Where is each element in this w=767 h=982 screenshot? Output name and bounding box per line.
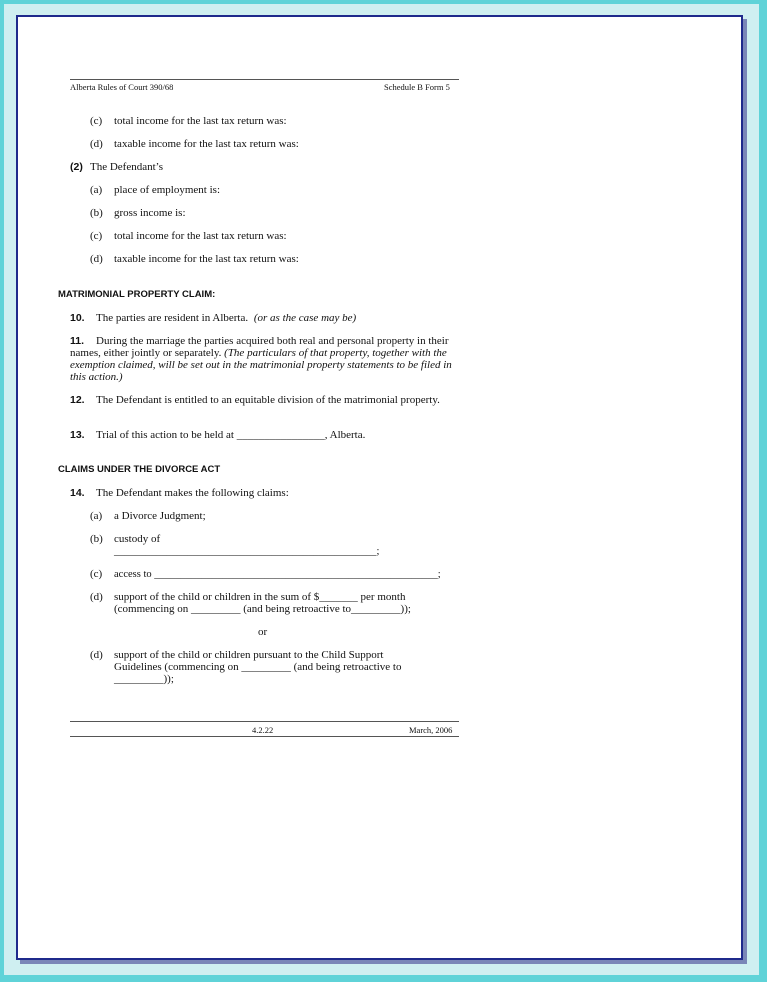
paragraph-number: 13.: [70, 429, 85, 441]
claim-text: (commencing on _________ (and being retroactive to_________));: [114, 603, 411, 615]
footer-rule: [70, 736, 459, 737]
header-left: Alberta Rules of Court 390/68: [70, 82, 174, 92]
item-text: total income for the last tax return was:: [114, 115, 287, 127]
item-text: taxable income for the last tax return was:: [114, 138, 299, 150]
claim-text: access to ______________________________________________________;: [114, 569, 441, 580]
claim-text: support of the child or children in the sum of $_______ per month: [114, 591, 406, 603]
item-label: (d): [90, 138, 103, 150]
paragraph-text: During the marriage the parties acquired both real and personal property in their names, either jointly or separately. (The particulars of that property, together with the exemption claimed, will be set out in the matrimonial property statements to be filed in this action.): [70, 335, 452, 383]
item-label: (c): [90, 230, 103, 242]
item-label: (d): [90, 253, 103, 265]
paragraph-number: 14.: [70, 487, 85, 499]
item-text: place of employment is:: [114, 184, 220, 196]
footer-rule: [70, 721, 459, 722]
claim-label: (a): [90, 510, 103, 522]
paragraph-number: 12.: [70, 394, 85, 406]
paragraph-number: 10.: [70, 312, 85, 324]
header-right: Schedule B Form 5: [384, 82, 450, 92]
claim-label: (c): [90, 568, 103, 580]
paragraph-number: 11.: [70, 335, 85, 347]
claim-text: _________));: [114, 673, 174, 685]
item-label: (b): [90, 207, 103, 219]
document-page: [16, 15, 743, 960]
item-label: (a): [90, 184, 103, 196]
claim-text: support of the child or children pursuant to the Child Support: [114, 649, 384, 661]
header-rule: [70, 79, 459, 80]
claim-text: custody of: [114, 533, 161, 545]
claim-label: (b): [90, 533, 103, 545]
blank-line: __________________________________________________;: [114, 546, 380, 557]
footer-page-number: 4.2.22: [252, 725, 274, 735]
item-text: taxable income for the last tax return was:: [114, 253, 299, 265]
paragraph-text: The parties are resident in Alberta. (or as the case may be): [96, 312, 357, 324]
item-label: (c): [90, 115, 103, 127]
item-text: gross income is:: [114, 207, 186, 219]
paragraph-text: Trial of this action to be held at ________________, Alberta.: [96, 429, 366, 441]
item-number: (2): [70, 161, 83, 173]
claim-text: a Divorce Judgment;: [114, 510, 206, 522]
paragraph-text: The Defendant makes the following claims:: [96, 487, 289, 499]
footer-date: March, 2006: [409, 725, 453, 735]
item-text: total income for the last tax return was:: [114, 230, 287, 242]
claim-label: (d): [90, 591, 103, 603]
or-text: or: [258, 626, 268, 638]
claim-text: Guidelines (commencing on _________ (and being retroactive to: [114, 661, 402, 673]
claim-label: (d): [90, 649, 103, 661]
section-heading: CLAIMS UNDER THE DIVORCE ACT: [58, 464, 221, 475]
section-heading: MATRIMONIAL PROPERTY CLAIM:: [58, 289, 216, 300]
paragraph-text: The Defendant is entitled to an equitable division of the matrimonial property.: [96, 394, 440, 406]
item-text: The Defendant’s: [90, 161, 163, 173]
